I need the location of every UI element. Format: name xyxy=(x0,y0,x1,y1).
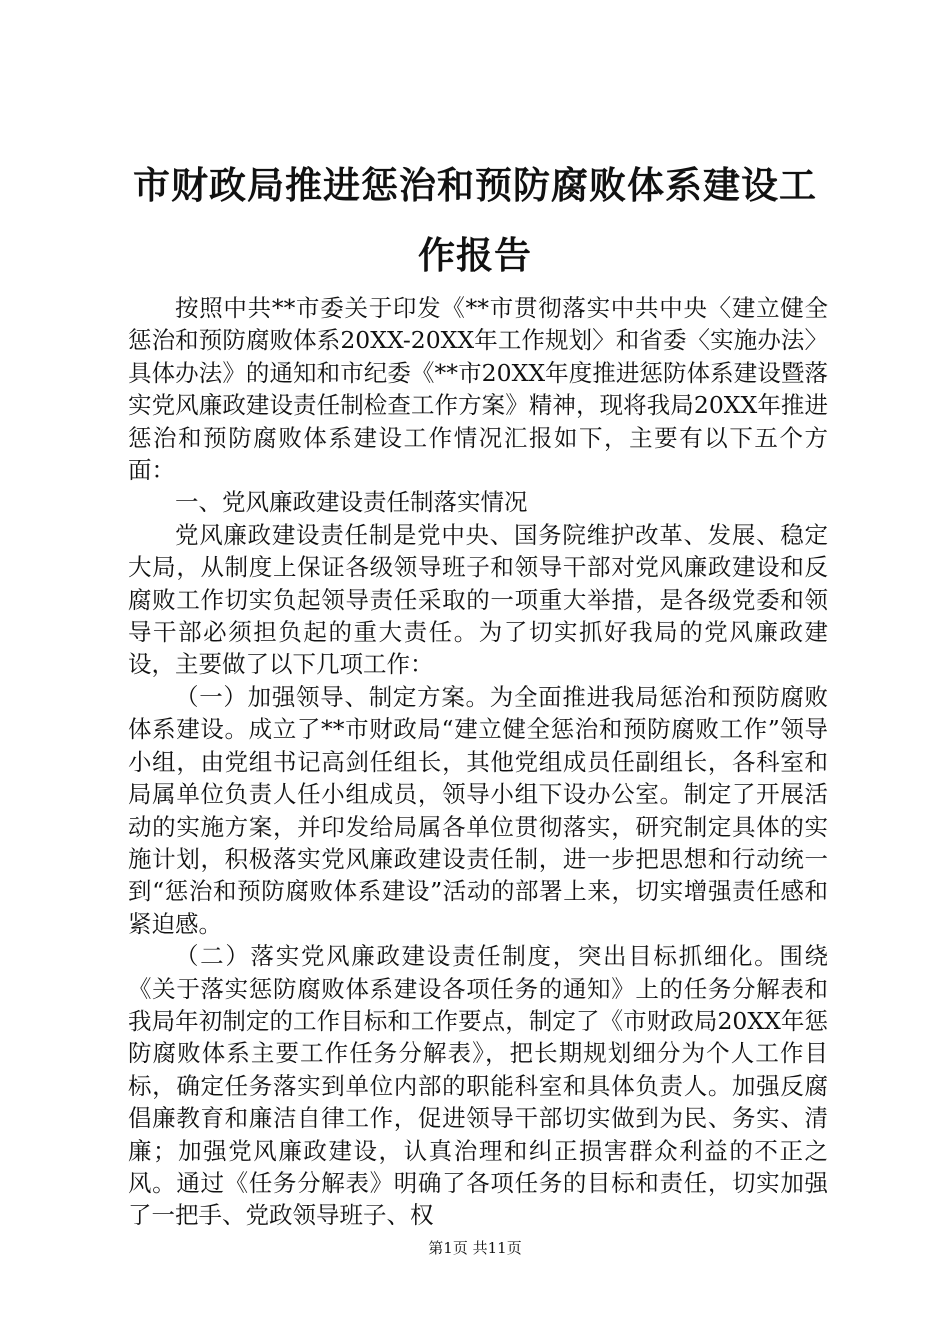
section-heading-1: 一、党风廉政建设责任制落实情况 xyxy=(175,488,528,517)
page-footer: 第1页 共11页 xyxy=(428,1239,522,1257)
paragraph-section-1: 党风廉政建设责任制是党中央、国务院维护改革、发展、稳定大局，从制度上保证各级领导班子和领导干部对党风廉政建设和反腐败工作切实负起领导责任采取的一项重大举措，是各级党委和领导干部必须担负起的重大责任。为了切实抓好我局的党风廉政建设，主要做了以下几项工作： xyxy=(128,520,828,679)
paragraph-item-1: （一）加强领导、制定方案。为全面推进我局惩治和预防腐败体系建设。成立了**市财政局“建立健全惩治和预防腐败工作”领导小组，由党组书记高剑任组长，其他党组成员任副组长，各科室和局属单位负责人任小组成员，领导小组下设办公室。制定了开展活动的实施方案，并印发给局属各单位贯彻落实，研究制定具体的实施计划，积极落实党风廉政建设责任制，进一步把思想和行动统一到“惩治和预防腐败体系建设”活动的部署上来，切实增强责任感和紧迫感。 xyxy=(128,682,828,938)
document-title: 市财政局推进惩治和预防腐败体系建设工作报告 xyxy=(133,163,817,277)
paragraph-item-2: （二）落实党风廉政建设责任制度，突出目标抓细化。围绕《关于落实惩防腐败体系建设各项任务的通知》上的任务分解表和我局年初制定的工作目标和工作要点，制定了《市财政局20XX年惩防腐败体系主要工作任务分解表》，把长期规划细分为个人工作目标，确定任务落实到单位内部的职能科室和具体负责人。加强反腐倡廉教育和廉洁自律工作，促进领导干部切实做到为民、务实、清廉；加强党风廉政建设，认真治理和纠正损害群众利益的不正之风。通过《任务分解表》明确了各项任务的目标和责任，切实加强了一把手、党政领导班子、权 xyxy=(128,942,828,1230)
document-body xyxy=(128,292,828,1232)
paragraph-intro: 按照中共**市委关于印发《**市贯彻落实中共中央〈建立健全惩治和预防腐败体系20XX-20XX年工作规划〉和省委〈实施办法〉具体办法》的通知和市纪委《**市20XX年度推进惩防体系建设暨落实党风廉政建设责任制检查工作方案》精神，现将我局20XX年推进惩治和预防腐败体系建设工作情况汇报如下，主要有以下五个方面： xyxy=(128,294,828,485)
